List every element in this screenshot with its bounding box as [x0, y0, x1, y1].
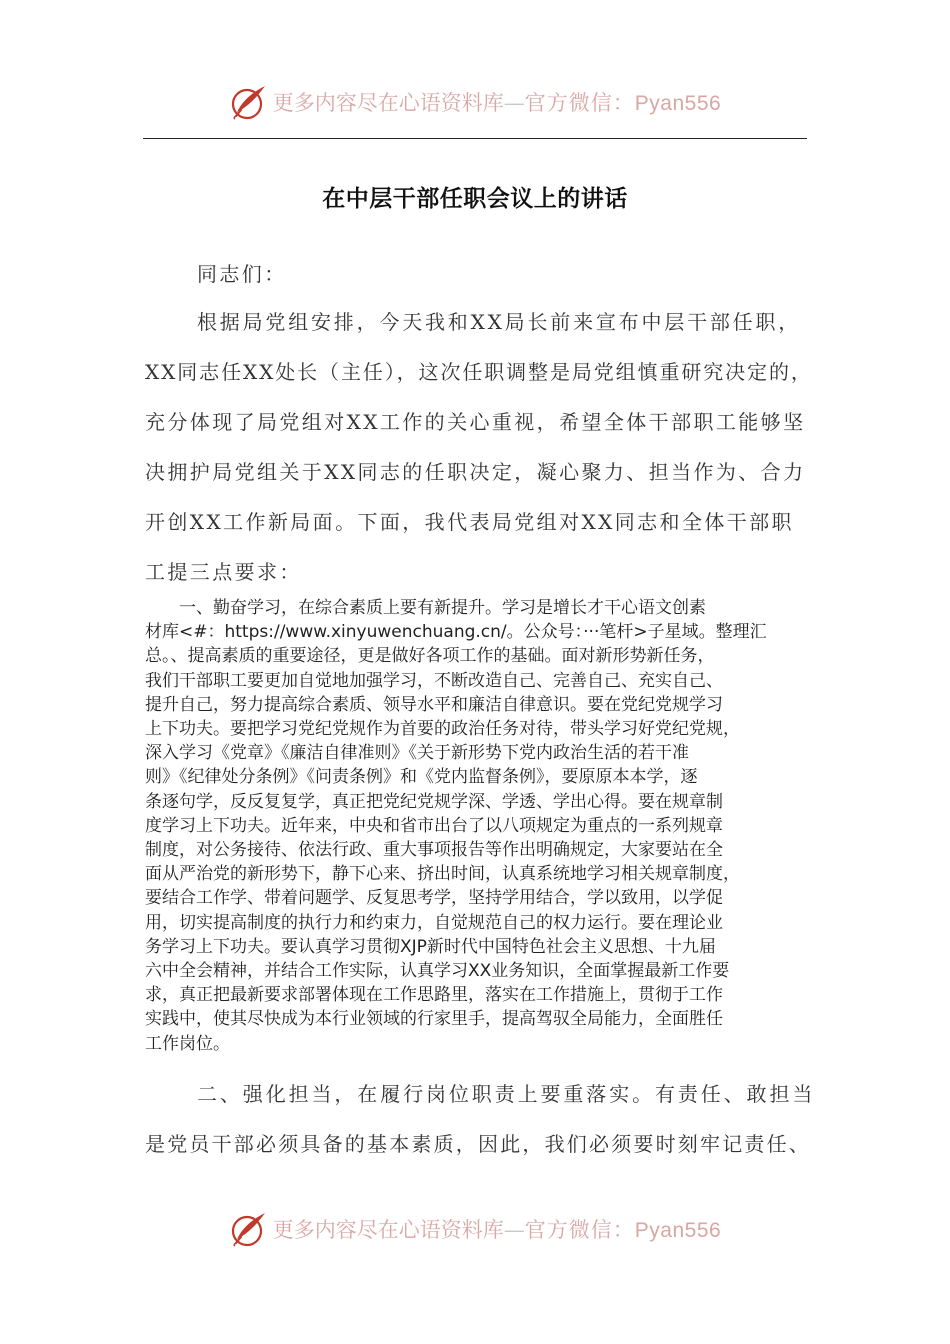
watermark-text: [273, 1214, 721, 1244]
section-1-paragraph: [145, 596, 805, 1056]
salutation: [197, 262, 867, 286]
section-2-line: 是党员干部必须具备的基本素质，因此，我们必须要时刻牢记责任、: [145, 1132, 811, 1156]
section-1-line: 则》《纪律处分条例》《问责条例》和《党内监督条例》，要原原本本学，逐: [145, 767, 698, 788]
quill-logo-icon: [229, 1209, 269, 1249]
section-1-line: 六中全会精神，并结合工作实际，认真学习XX业务知识，全面掌握最新工作要: [145, 961, 730, 982]
document-title: 在中层干部任职会议上的讲话: [322, 186, 628, 212]
section-1-line: 深入学习《党章》《廉洁自律准则》《关于新形势下党内政治生活的若干准: [145, 743, 689, 764]
watermark-text: [273, 87, 721, 117]
intro-line: 根据局党组安排，今天我和XX局长前来宣布中层干部任职，: [197, 310, 802, 334]
footer-watermark: [0, 1207, 950, 1251]
section-1-line: 工作岗位。: [145, 1033, 230, 1054]
section-1-line: 要结合工作学、带着问题学、反复思考学，坚持学用结合，学以致用，以学促: [145, 888, 723, 909]
section-1-line: 务学习上下功夫。要认真学习贯彻XJP新时代中国特色社会主义思想、十九届: [145, 936, 716, 957]
watermark-separator: —: [503, 91, 525, 115]
section-1-line: 面从严治党的新形势下，静下心来、挤出时间，认真系统地学习相关规章制度，: [145, 864, 740, 885]
watermark-main: 更多内容尽在心语资料库: [272, 1218, 504, 1242]
section-1-line: 条逐句学，反反复复学，真正把党纪党规学深、学透、学出心得。要在规章制: [145, 791, 723, 812]
salutation-text: 同志们：: [197, 262, 287, 286]
section-1-line: 一、勤奋学习，在综合素质上要有新提升。学习是增长才干心语文创素: [145, 598, 706, 618]
header-watermark: [0, 80, 950, 124]
watermark-main: 更多内容尽在心语资料库: [272, 91, 504, 115]
intro-line: XX同志任XX处长（主任），这次任职调整是局党组慎重研究决定的，: [145, 360, 813, 384]
watermark-separator: —: [503, 1218, 525, 1242]
watermark-wechat-label: 官方微信：: [524, 91, 635, 115]
watermark-account: Pyan556: [634, 1219, 722, 1242]
intro-line: 决拥护局党组关于XX同志的任职决定，凝心聚力、担当作为、合力: [145, 460, 806, 484]
intro-line: 工提三点要求：: [145, 560, 302, 584]
section-1-line: 提升自己，努力提高综合素质、领导水平和廉洁自律意识。要在党纪党规学习: [145, 694, 723, 715]
section-1-line: 度学习上下功夫。近年来，中央和省市出台了以八项规定为重点的一系列规章: [145, 815, 723, 836]
watermark-account: Pyan556: [634, 92, 722, 115]
watermark-wechat-label: 官方微信：: [524, 1218, 635, 1242]
intro-line: 充分体现了局党组对XX工作的关心重视，希望全体干部职工能够坚: [145, 410, 806, 434]
section-1-line: 制度，对公务接待、依法行政、重大事项报告等作出明确规定，大家要站在全: [145, 840, 723, 861]
header-divider: [143, 138, 807, 139]
section-1-line: 材库<#：https://www.xinyuwenchuang.cn/。公众号：···笔杆>子星域。整理汇: [145, 622, 767, 643]
section-1-line: 我们干部职工要更加自觉地加强学习，不断改造自己、完善自己、充实自己、: [145, 670, 723, 691]
section-1-line: 总。、提高素质的重要途径，更是做好各项工作的基础。面对新形势新任务，: [145, 646, 715, 667]
section-1-line: 用，切实提高制度的执行力和约束力，自觉规范自己的权力运行。要在理论业: [145, 912, 723, 933]
section-1-line: 求，真正把最新要求部署体现在工作思路里，落实在工作措施上，贯彻于工作: [145, 985, 723, 1006]
intro-line: 开创XX工作新局面。下面，我代表局党组对XX同志和全体干部职: [145, 510, 794, 534]
section-1-line: 实践中，使其尽快成为本行业领域的行家里手，提高驾驭全局能力，全面胜任: [145, 1009, 723, 1030]
section-1-line: 上下功夫。要把学习党纪党规作为首要的政治任务对待，带头学习好党纪党规，: [145, 719, 740, 740]
section-2-line: 二、强化担当，在履行岗位职责上要重落实。有责任、敢担当: [197, 1082, 816, 1106]
quill-logo-icon: [229, 82, 269, 122]
